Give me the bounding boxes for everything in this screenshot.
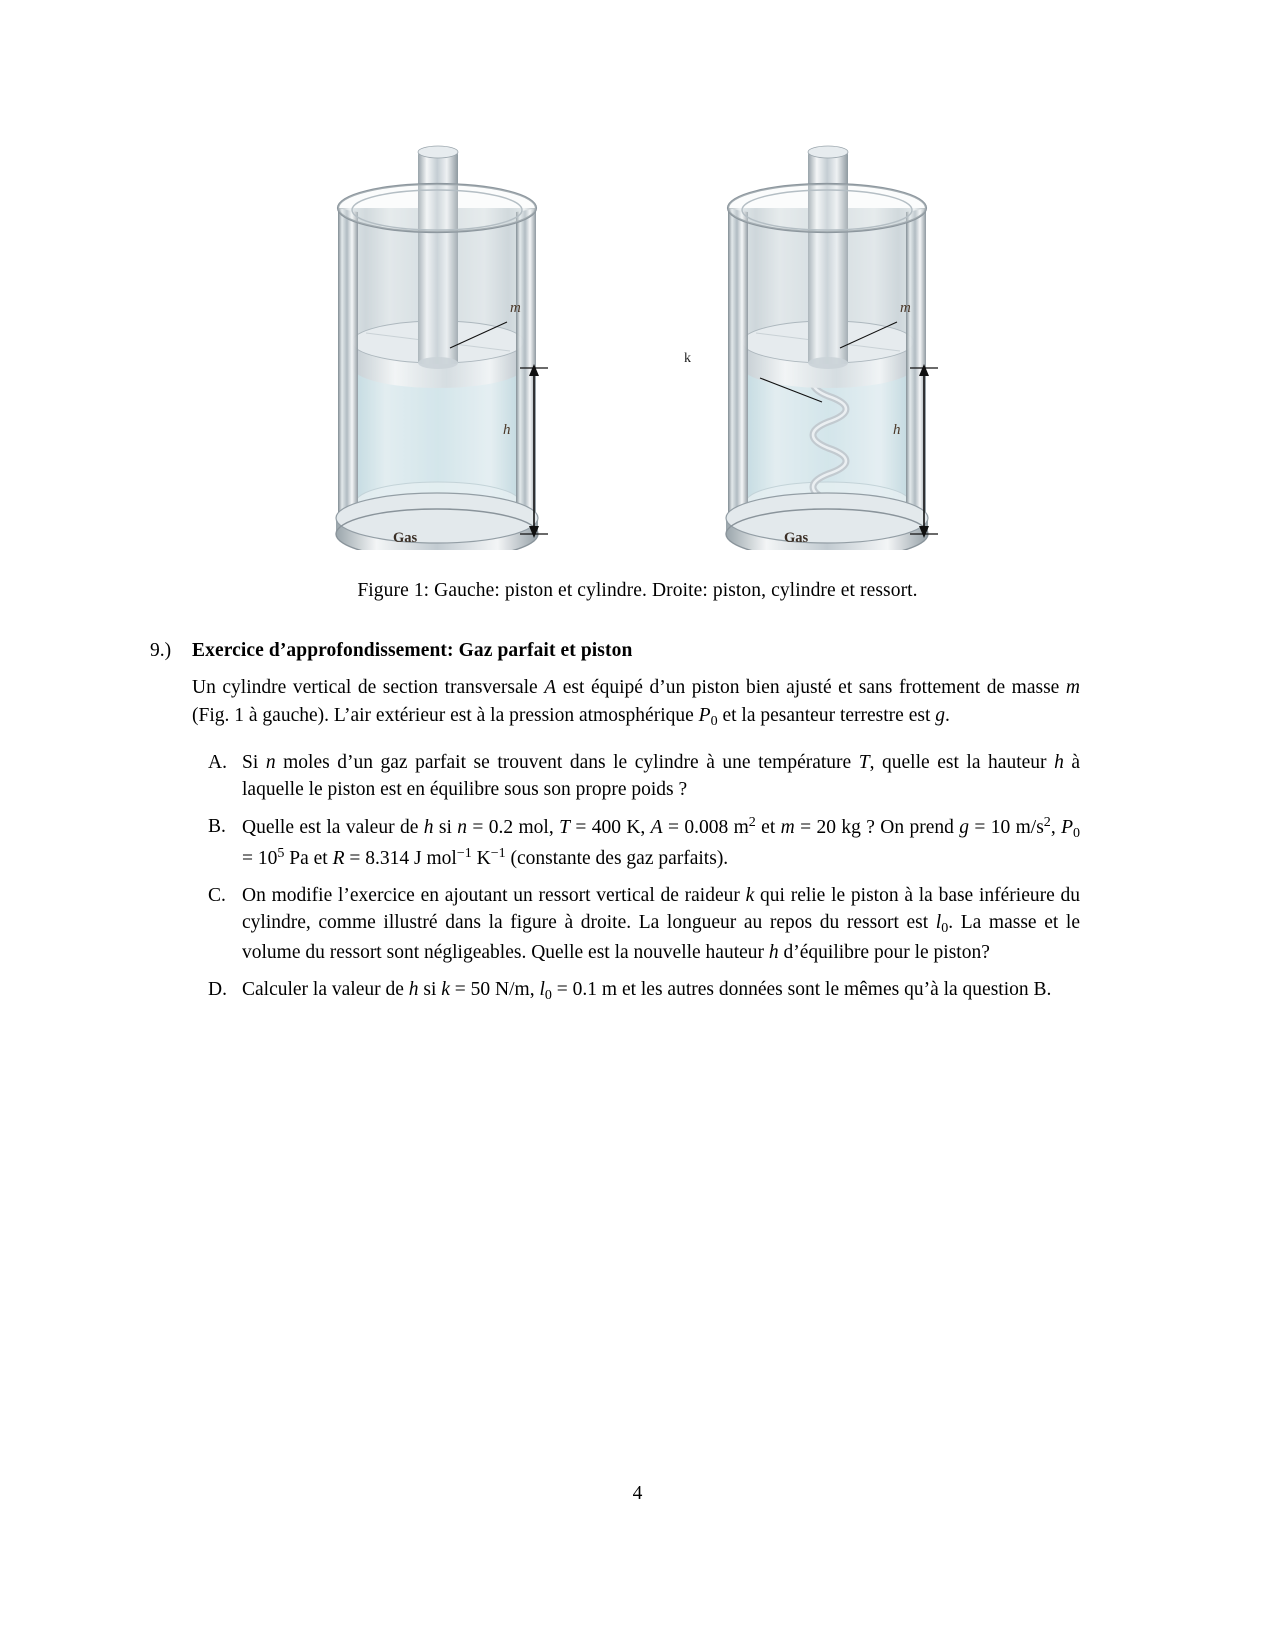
exercise-title: Exercice d’approfondissement: Gaz parfait et piston: [192, 640, 633, 661]
left-gas-label: Gas: [393, 530, 418, 546]
figure-1: [0, 120, 1275, 560]
page-number: 4: [632, 1483, 643, 1504]
figure-caption: Figure 1: Gauche: piston et cylindre. Droite: piston, cylindre et ressort.: [357, 580, 918, 601]
right-piston-cylinder-spring-diagram: [712, 130, 942, 550]
exercise-item: [208, 976, 1080, 1006]
spring-constant-label: k: [684, 351, 691, 366]
exercise-item-text: Calculer la valeur de h si k = 50 N/m, $l_0 = 0.1$ m et les autres données sont le mêmes qu’à la question B.: [242, 978, 1052, 1003]
exercise-items-list: [208, 749, 1080, 1006]
exercise-number: 9.): [150, 640, 172, 661]
exercise-heading: [150, 640, 1090, 662]
left-mass-label: m: [510, 300, 521, 316]
exercise-item: [208, 749, 1080, 804]
left-piston-cylinder-diagram: [322, 130, 552, 550]
exercise-item-label: C.: [208, 884, 226, 906]
exercise-item-label: B.: [208, 815, 226, 837]
exercise-item-text: Quelle est la valeur de h si n = 0.2 mol, T = 400 K, A = 0.008 $m^2$ et m = 20 kg ? On prend g = 10 $m/s^2$, $P_0 = 10^5$ Pa et R = 8.314 J mol$^{-1}$ $K^{-1}$ (constante des gaz parfaits).: [242, 813, 1081, 869]
exercise-item-text: On modifie l’exercice en ajoutant un ressort vertical de raideur k qui relie le piston à la base inférieure du cylindre, comme illustré dans la figure à droite. La longueur au repos du ressort est $l_0$. La masse et le volume du ressort sont négligeables. Quelle est la nouvelle hauteur h d’équilibre pour le piston?: [242, 884, 1080, 964]
right-gas-label: Gas: [784, 530, 809, 546]
exercise-item: [208, 813, 1080, 873]
right-height-label: h: [893, 422, 901, 438]
exercise-block: [150, 640, 1090, 1015]
left-height-label: h: [503, 422, 511, 438]
right-mass-label: m: [900, 300, 911, 316]
exercise-item-text: Si n moles d’un gaz parfait se trouvent dans le cylindre à une température T, quelle est la hauteur h à laquelle le piston est en équilibre sous son propre poids ?: [242, 751, 1081, 801]
exercise-item: [208, 882, 1080, 967]
exercise-item-label: D.: [208, 978, 227, 1000]
exercise-intro: Un cylindre vertical de section transversale A est équipé d’un piston bien ajusté et sans frottement de masse m (Fig. 1 à gauche). L’air extérieur est à la pression atmosphérique $P_0$ et la pesanteur terrestre est g.: [192, 677, 1080, 729]
exercise-item-label: A.: [208, 751, 227, 773]
